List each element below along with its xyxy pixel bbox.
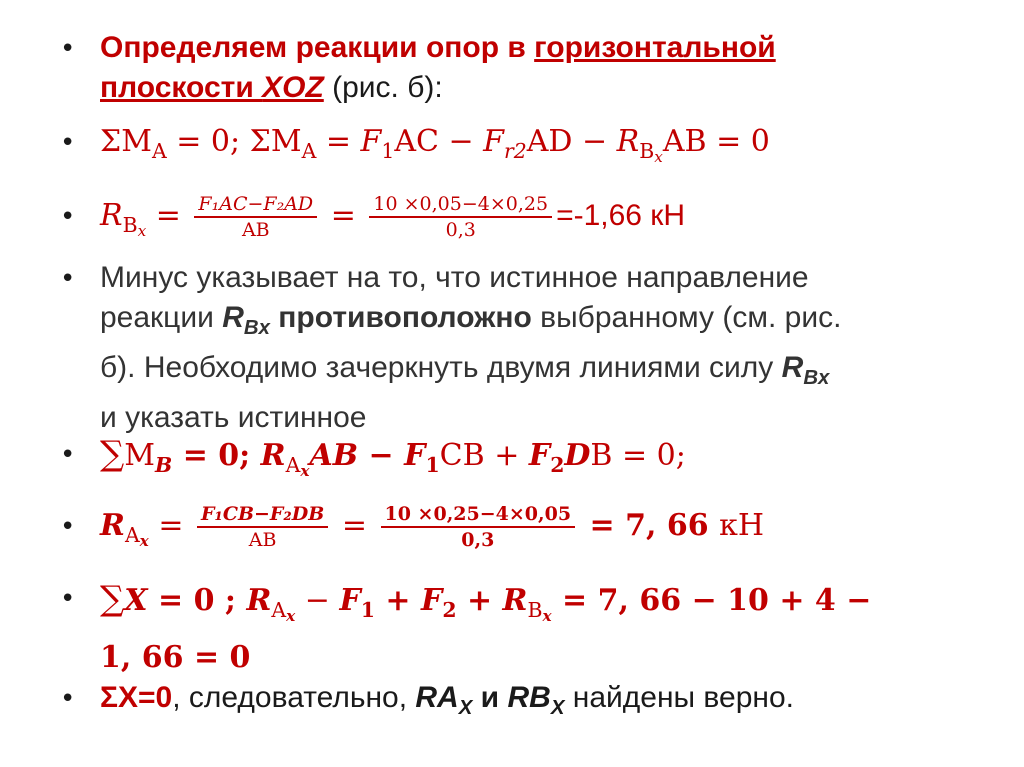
fraction-denominator: 0,3: [445, 219, 476, 241]
heading-plane-name: XOZ: [262, 71, 324, 104]
result-value: =-1,66 кН: [556, 199, 686, 232]
text-line: выбранному (см. рис.: [531, 301, 842, 334]
math-text: AB = 0: [662, 124, 770, 159]
fraction-numeric: [369, 192, 552, 242]
force-symbol: R: [781, 351, 804, 385]
subscript-letter: x: [654, 147, 663, 166]
subscript: [124, 523, 149, 550]
sum-symbol: ∑: [100, 434, 125, 474]
sum-symbol: ΣM: [249, 124, 302, 159]
fraction-numerator: 10 ×0,25−4×0,05: [381, 502, 576, 528]
fraction-numerator: F₁CB−F₂DB: [197, 502, 328, 528]
bullet-icon: •: [60, 264, 76, 294]
subscript: 1: [425, 453, 440, 478]
fraction-denominator: 0,3: [461, 529, 495, 551]
text-line: б). Необходимо зачеркнуть двумя линиями силу: [100, 351, 782, 385]
sum-symbol: ∑: [100, 579, 125, 619]
bullet-icon: •: [60, 128, 76, 158]
heading-part-a: Определяем реакции опор в: [100, 31, 535, 64]
math-text: =: [146, 198, 191, 233]
math-var: F: [360, 124, 382, 159]
subscript: B: [155, 453, 173, 478]
math-text: ;: [675, 438, 686, 473]
subscript: [271, 598, 296, 625]
bullet-icon: •: [60, 512, 76, 542]
subscript: 2: [550, 453, 565, 478]
subscript-letter: x: [286, 606, 296, 625]
math-text: =: [332, 508, 377, 543]
text-line: , следовательно,: [172, 681, 416, 714]
text-line: найдены верно.: [564, 681, 794, 714]
text-line: и указать истинное: [100, 401, 367, 435]
conclusion-equation: ΣX=0: [100, 681, 173, 714]
math-text: = 0;: [166, 124, 250, 159]
subscript-letter: x: [542, 606, 552, 625]
fraction-symbolic: [194, 192, 317, 242]
subscript-letter: x: [300, 461, 310, 480]
math-var: D: [564, 438, 591, 473]
math-var: R: [502, 583, 528, 618]
subscript: [285, 453, 310, 480]
force-symbol: R: [222, 301, 244, 334]
math-text: 1, 66 = 0: [100, 639, 251, 675]
result-unit: кН: [719, 508, 764, 543]
equation-moment-b: [100, 434, 990, 491]
subscript: 2: [442, 598, 457, 623]
math-text: +: [374, 583, 421, 618]
subscript: [639, 139, 663, 166]
subscript-letter: A: [271, 598, 287, 623]
subscript: 1: [360, 598, 375, 623]
subscript-letter: A: [285, 453, 301, 478]
subscript: A: [301, 139, 317, 164]
math-text: AB −: [309, 438, 405, 473]
math-text: =: [316, 124, 361, 159]
fraction-numerator: F₁AC−F₂AD: [194, 192, 317, 218]
math-var: R: [616, 124, 640, 159]
math-var: F: [483, 124, 504, 159]
math-var: F: [421, 583, 443, 618]
subscript-letter: B: [527, 598, 543, 623]
subscript-letter: A: [124, 523, 140, 548]
fraction-denominator: AB: [248, 529, 277, 551]
emphasis-text: противоположно: [269, 301, 532, 334]
heading-part-b: горизонтальной: [534, 31, 776, 64]
math-text: = 0 ;: [147, 583, 247, 618]
math-text: M: [124, 438, 155, 473]
equation-sum-x: [100, 578, 990, 679]
bullet-icon: •: [60, 202, 76, 232]
subscript-letter: x: [137, 221, 147, 240]
subscript: r2: [503, 139, 527, 164]
heading-text: [100, 28, 990, 108]
math-text: B = 0: [590, 438, 676, 473]
math-var: F: [528, 438, 551, 473]
math-text: =: [321, 198, 366, 233]
text-line: и: [472, 681, 508, 714]
result-value: = 7, 66: [579, 508, 720, 543]
fraction-symbolic: [197, 502, 328, 552]
math-text: AC −: [394, 124, 484, 159]
math-var: R: [100, 508, 125, 543]
math-text: +: [456, 583, 503, 618]
subscript: A: [151, 139, 167, 164]
math-text: CB +: [439, 438, 529, 473]
math-var: R: [260, 438, 286, 473]
math-text: AD −: [526, 124, 617, 159]
equation-moment-a: [100, 122, 990, 177]
subscript: [122, 213, 147, 240]
math-var: X: [124, 583, 148, 618]
force-subscript: Bx: [803, 367, 830, 390]
force-subscript: X: [550, 697, 565, 720]
math-text: = 7, 66 − 10 + 4 −: [551, 583, 872, 618]
subscript-letter: B: [639, 139, 655, 164]
math-text: −: [295, 583, 340, 618]
force-symbol: RA: [415, 681, 459, 714]
math-var: R: [246, 583, 272, 618]
bullet-icon: •: [60, 584, 76, 614]
fraction-numerator: 10 ×0,05−4×0,25: [369, 192, 552, 218]
math-var: F: [339, 583, 361, 618]
equation-rbx: [100, 186, 990, 261]
fraction-numeric: [381, 502, 576, 552]
subscript: 1: [381, 139, 395, 164]
fraction-denominator: AB: [241, 219, 270, 241]
math-var: R: [100, 198, 123, 233]
math-text: = 0;: [172, 438, 261, 473]
conclusion-text: [100, 678, 990, 728]
bullet-icon: •: [60, 440, 76, 470]
math-text: =: [148, 508, 194, 543]
force-subscript: X: [458, 697, 473, 720]
heading-figure-ref: (рис. б):: [323, 71, 443, 104]
subscript-letter: x: [139, 531, 149, 550]
math-var: F: [404, 438, 426, 473]
bullet-icon: •: [60, 34, 76, 64]
text-line: Минус указывает на то, что истинное направление: [100, 261, 809, 294]
equation-rax: [100, 494, 990, 573]
bullet-icon: •: [60, 684, 76, 714]
heading-part-c: плоскости: [100, 71, 263, 104]
force-symbol: RB: [507, 681, 551, 714]
force-subscript: Bx: [243, 317, 270, 340]
sum-symbol: ΣM: [100, 124, 152, 159]
text-line: реакции: [100, 301, 223, 334]
subscript: [527, 598, 552, 625]
explanation-text: [100, 258, 990, 438]
subscript-letter: B: [122, 213, 138, 238]
